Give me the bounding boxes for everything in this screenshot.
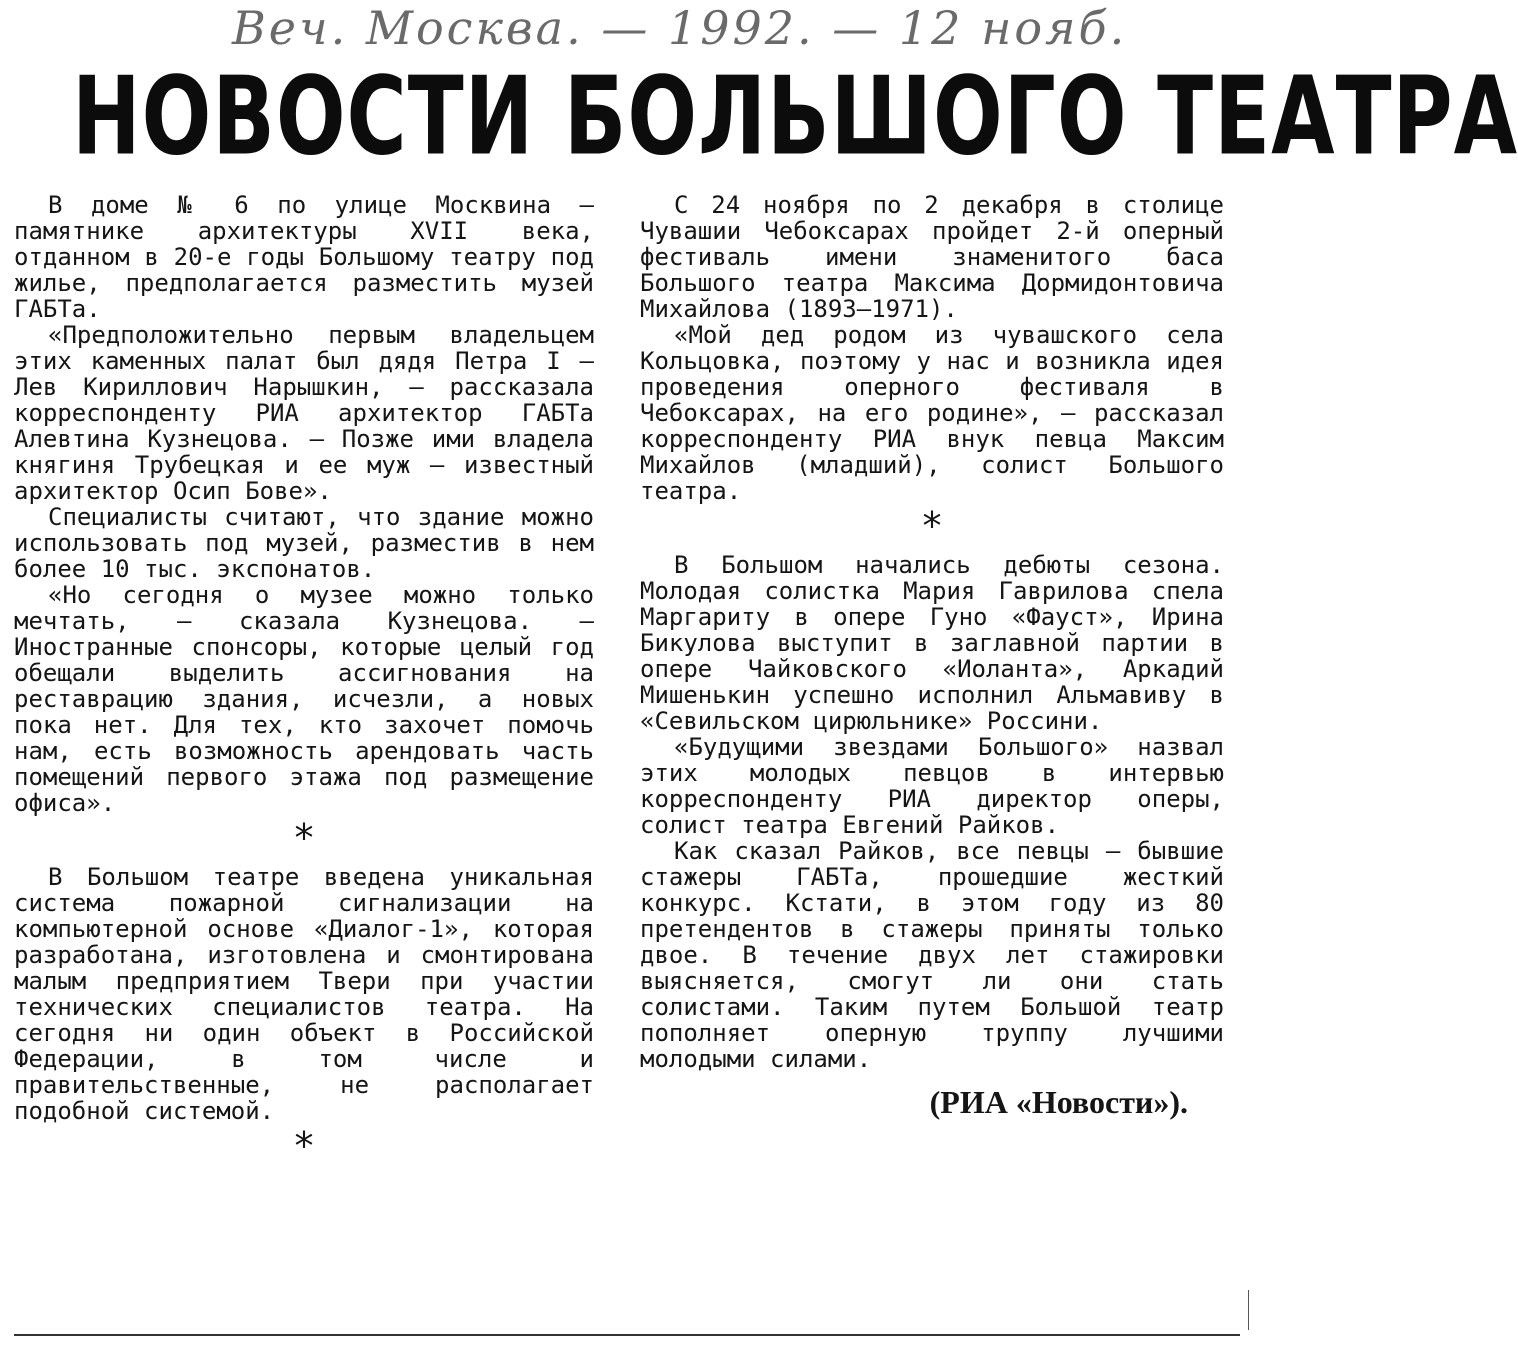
- article-paragraph: «Будущими звездами Большого» назвал этих молодых певцов в интервью корреспонденту РИА директор оперы, солист театра Евгений Райков.: [640, 733, 1224, 839]
- right-column: [640, 192, 1224, 1122]
- article-paragraph: Специалисты считают, что здание можно использовать под музей, разместив в нем более 10 тыс. экспонатов.: [14, 503, 594, 583]
- handwritten-date-note: Веч. Москва. — 1992. — 12 нояб.: [232, 1, 1128, 55]
- source-signature: (РИА «Новости»).: [929, 1084, 1188, 1120]
- article-paragraph: «Мой дед родом из чувашского села Кольцовка, поэтому у нас и возникла идея проведения оперного фестиваля в Чебоксарах, на его родине», — рассказал корреспонденту РИА внук певца Максим Михайлов (младший), солист Большого театра.: [640, 321, 1224, 505]
- article-paragraph: Как сказал Райков, все певцы — бывшие стажеры ГАБТа, прошедшие жесткий конкурс. Кстати, в этом году из 80 претендентов в стажеры приняты только двое. В течение двух лет стажировки выясняется, смогут ли они стать солистами. Таким путем Большой театр пополняет оперную труппу лучшими молодыми силами.: [640, 837, 1224, 1073]
- article-paragraph: В Большом театре введена уникальная система пожарной сигнализации на компьютерной основе «Диалог-1», которая разработана, изготовлена и смонтирована малым предприятием Твери при участии технических специалистов театра. На сегодня ни один объект в Российской Федерации, в том числе и правительственные, не располагает подобной системой.: [14, 863, 594, 1125]
- article-paragraph: В Большом начались дебюты сезона. Молодая солистка Мария Гаврилова спела Маргариту в опере Гуно «Фауст», Ирина Бикулова выступит в заглавной партии в опере Чайковского «Иоланта», Аркадий Мишенькин успешно исполнил Альмавиву в «Севильском цирюльнике» Россини.: [640, 551, 1224, 735]
- headline: НОВОСТИ БОЛЬШОГО ТЕАТРА: [72, 54, 1518, 181]
- section-separator-asterisk: *: [294, 816, 314, 860]
- bottom-rule: [14, 1334, 1240, 1336]
- right-edge-rule: [1248, 1290, 1249, 1330]
- section-separator-asterisk: *: [294, 1124, 314, 1168]
- article-paragraph: С 24 ноября по 2 декабря в столице Чувашии Чебоксарах пройдет 2-й оперный фестиваль имени знаменитого баса Большого театра Максима Дормидонтовича Михайлова (1893—1971).: [640, 191, 1224, 323]
- article-paragraph: «Но сегодня о музее можно только мечтать, — сказала Кузнецова. — Иностранные спонсоры, которые целый год обещали выделить ассигнования на реставрацию здания, исчезли, а новых пока нет. Для тех, кто захочет помочь нам, есть возможность арендовать часть помещений первого этажа под размещение офиса».: [14, 581, 594, 817]
- left-column: [14, 192, 594, 1172]
- article-paragraph: «Предположительно первым владельцем этих каменных палат был дядя Петра I — Лев Кириллович Нарышкин, — рассказала корреспонденту РИА архитектор ГАБТа Алевтина Кузнецова. — Позже ими владела княгиня Трубецкая и ее муж — известный архитектор Осип Бове».: [14, 321, 594, 505]
- section-separator-asterisk: *: [922, 504, 942, 548]
- article-paragraph: В доме № 6 по улице Москвина — памятнике архитектуры XVII века, отданном в 20-е годы Большому театру под жилье, предполагается разместить музей ГАБТа.: [14, 191, 594, 323]
